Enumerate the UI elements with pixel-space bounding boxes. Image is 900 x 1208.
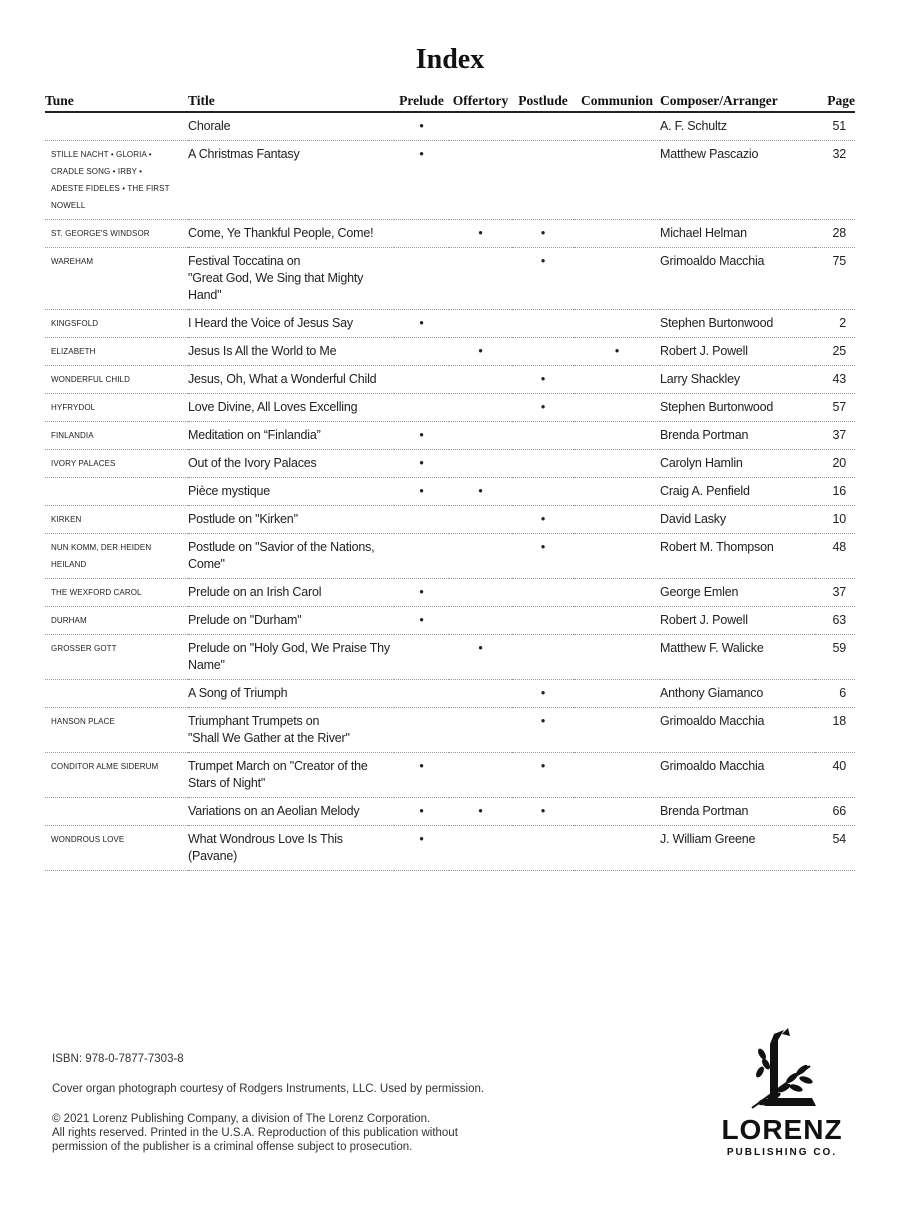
table-row bbox=[45, 826, 855, 871]
prelude-cell: • bbox=[394, 826, 449, 871]
title-line: Variations on an Aeolian Melody bbox=[188, 804, 360, 818]
tune-cell bbox=[45, 450, 188, 478]
prelude-cell: • bbox=[394, 478, 449, 506]
title-cell bbox=[188, 220, 394, 248]
composer-cell: Grimoaldo Macchia bbox=[660, 753, 815, 798]
offertory-cell: • bbox=[449, 798, 512, 826]
title-line: Come, Ye Thankful People, Come! bbox=[188, 226, 374, 240]
tune-name: DURHAM bbox=[51, 616, 87, 625]
table-row bbox=[45, 450, 855, 478]
postlude-cell bbox=[512, 826, 574, 871]
prelude-cell: • bbox=[394, 310, 449, 338]
composer-cell: Stephen Burtonwood bbox=[660, 394, 815, 422]
composer-cell: A. F. Schultz bbox=[660, 112, 815, 141]
offertory-cell: • bbox=[449, 338, 512, 366]
communion-cell bbox=[574, 680, 660, 708]
offertory-cell bbox=[449, 394, 512, 422]
page-cell: 37 bbox=[815, 579, 855, 607]
composer-cell: Larry Shackley bbox=[660, 366, 815, 394]
offertory-cell bbox=[449, 310, 512, 338]
table-row bbox=[45, 708, 855, 753]
index-header-row bbox=[45, 90, 855, 112]
page-cell: 59 bbox=[815, 635, 855, 680]
column-header-communion: Communion bbox=[574, 90, 660, 112]
page-cell: 37 bbox=[815, 422, 855, 450]
communion-cell bbox=[574, 635, 660, 680]
title-line: Postlude on "Savior of the Nations, Come" bbox=[188, 540, 375, 571]
title-line: Jesus, Oh, What a Wonderful Child bbox=[188, 372, 377, 386]
table-row bbox=[45, 422, 855, 450]
table-row bbox=[45, 366, 855, 394]
postlude-cell bbox=[512, 450, 574, 478]
title-line: Meditation on “Finlandia” bbox=[188, 428, 321, 442]
prelude-cell: • bbox=[394, 607, 449, 635]
postlude-cell bbox=[512, 338, 574, 366]
tune-name: FINLANDIA bbox=[51, 431, 94, 440]
title-cell bbox=[188, 635, 394, 680]
postlude-cell bbox=[512, 478, 574, 506]
table-row bbox=[45, 534, 855, 579]
table-row bbox=[45, 635, 855, 680]
prelude-cell: • bbox=[394, 450, 449, 478]
communion-cell bbox=[574, 478, 660, 506]
tune-cell bbox=[45, 478, 188, 506]
postlude-cell bbox=[512, 579, 574, 607]
title-cell bbox=[188, 338, 394, 366]
communion-cell bbox=[574, 248, 660, 310]
footer bbox=[52, 1052, 572, 1154]
title-cell bbox=[188, 708, 394, 753]
postlude-cell bbox=[512, 607, 574, 635]
tune-name: STILLE NACHT • GLORIA • bbox=[51, 150, 152, 159]
composer-cell: Robert M. Thompson bbox=[660, 534, 815, 579]
title-line: Trumpet March on "Creator of the Stars of Night" bbox=[188, 759, 368, 790]
logo-subtitle: PUBLISHING CO. bbox=[726, 1147, 838, 1158]
tune-name: ST. GEORGE'S WINDSOR bbox=[51, 229, 150, 238]
offertory-cell bbox=[449, 534, 512, 579]
page-cell: 18 bbox=[815, 708, 855, 753]
column-header-composer: Composer/Arranger bbox=[660, 90, 815, 112]
page-title: Index bbox=[415, 44, 485, 75]
tune-name: WONDROUS LOVE bbox=[51, 835, 125, 844]
title-line: What Wondrous Love Is This (Pavane) bbox=[188, 832, 343, 863]
prelude-cell bbox=[394, 534, 449, 579]
tune-cell bbox=[45, 798, 188, 826]
table-row bbox=[45, 310, 855, 338]
table-row bbox=[45, 798, 855, 826]
composer-cell: Anthony Giamanco bbox=[660, 680, 815, 708]
title-line: Prelude on an Irish Carol bbox=[188, 585, 322, 599]
prelude-cell bbox=[394, 248, 449, 310]
offertory-cell bbox=[449, 753, 512, 798]
tune-cell bbox=[45, 753, 188, 798]
prelude-cell bbox=[394, 708, 449, 753]
page-cell: 66 bbox=[815, 798, 855, 826]
offertory-cell bbox=[449, 422, 512, 450]
title-line: Love Divine, All Loves Excelling bbox=[188, 400, 358, 414]
tune-cell bbox=[45, 534, 188, 579]
title-cell bbox=[188, 798, 394, 826]
offertory-cell bbox=[449, 680, 512, 708]
tune-name: KIRKEN bbox=[51, 515, 82, 524]
offertory-cell: • bbox=[449, 478, 512, 506]
title-cell bbox=[188, 607, 394, 635]
offertory-cell: • bbox=[449, 635, 512, 680]
title-cell bbox=[188, 394, 394, 422]
logo-wordmark: LORENZ bbox=[721, 1114, 843, 1145]
table-row bbox=[45, 753, 855, 798]
postlude-cell bbox=[512, 422, 574, 450]
tune-name: ELIZABETH bbox=[51, 347, 96, 356]
page-cell: 25 bbox=[815, 338, 855, 366]
prelude-cell bbox=[394, 506, 449, 534]
tune-name: HYFRYDOL bbox=[51, 403, 96, 412]
title-line: Prelude on "Durham" bbox=[188, 613, 302, 627]
tune-cell bbox=[45, 635, 188, 680]
communion-cell bbox=[574, 422, 660, 450]
title-cell bbox=[188, 826, 394, 871]
page-cell: 48 bbox=[815, 534, 855, 579]
table-row bbox=[45, 141, 855, 220]
communion-cell bbox=[574, 310, 660, 338]
composer-cell: Craig A. Penfield bbox=[660, 478, 815, 506]
title-cell bbox=[188, 112, 394, 141]
title-line: Postlude on "Kirken" bbox=[188, 512, 298, 526]
copyright-line: © 2021 Lorenz Publishing Company, a division of The Lorenz Corporation. bbox=[52, 1113, 431, 1125]
title-cell bbox=[188, 506, 394, 534]
offertory-cell bbox=[449, 506, 512, 534]
postlude-cell: • bbox=[512, 366, 574, 394]
table-row bbox=[45, 338, 855, 366]
column-header-page: Page bbox=[815, 90, 855, 112]
composer-cell: Matthew Pascazio bbox=[660, 141, 815, 220]
tune-name: CONDITOR ALME SIDERUM bbox=[51, 762, 159, 771]
offertory-cell bbox=[449, 708, 512, 753]
postlude-cell: • bbox=[512, 798, 574, 826]
tune-cell bbox=[45, 422, 188, 450]
isbn-text: ISBN: 978-0-7877-7303-8 bbox=[52, 1053, 184, 1065]
table-row bbox=[45, 112, 855, 141]
tune-name: ADESTE FIDELES • THE FIRST NOWELL bbox=[51, 184, 170, 210]
page-cell: 10 bbox=[815, 506, 855, 534]
column-header-postlude: Postlude bbox=[512, 90, 574, 112]
title-cell bbox=[188, 366, 394, 394]
page-cell: 20 bbox=[815, 450, 855, 478]
column-header-offertory: Offertory bbox=[449, 90, 512, 112]
page-cell: 75 bbox=[815, 248, 855, 310]
tune-name: WONDERFUL CHILD bbox=[51, 375, 130, 384]
communion-cell bbox=[574, 826, 660, 871]
composer-cell: Michael Helman bbox=[660, 220, 815, 248]
communion-cell bbox=[574, 450, 660, 478]
title-line: Pièce mystique bbox=[188, 484, 270, 498]
prelude-cell bbox=[394, 220, 449, 248]
prelude-cell bbox=[394, 680, 449, 708]
communion-cell bbox=[574, 220, 660, 248]
communion-cell bbox=[574, 534, 660, 579]
composer-cell: Robert J. Powell bbox=[660, 607, 815, 635]
postlude-cell: • bbox=[512, 708, 574, 753]
tune-cell bbox=[45, 366, 188, 394]
index-table bbox=[45, 90, 855, 871]
tune-cell bbox=[45, 607, 188, 635]
composer-cell: Brenda Portman bbox=[660, 798, 815, 826]
title-cell bbox=[188, 422, 394, 450]
tune-name: HANSON PLACE bbox=[51, 717, 115, 726]
column-header-title: Title bbox=[188, 90, 394, 112]
page-cell: 43 bbox=[815, 366, 855, 394]
postlude-cell bbox=[512, 141, 574, 220]
offertory-cell bbox=[449, 450, 512, 478]
communion-cell bbox=[574, 607, 660, 635]
lorenz-logo bbox=[712, 1026, 852, 1166]
page-cell: 2 bbox=[815, 310, 855, 338]
prelude-cell bbox=[394, 338, 449, 366]
tune-name: KINGSFOLD bbox=[51, 319, 99, 328]
page-cell: 51 bbox=[815, 112, 855, 141]
title-cell bbox=[188, 680, 394, 708]
page-cell: 16 bbox=[815, 478, 855, 506]
page-cell: 40 bbox=[815, 753, 855, 798]
tune-cell bbox=[45, 112, 188, 141]
composer-cell: Stephen Burtonwood bbox=[660, 310, 815, 338]
title-line: Festival Toccatina on bbox=[188, 254, 301, 268]
postlude-cell: • bbox=[512, 680, 574, 708]
table-row bbox=[45, 579, 855, 607]
postlude-cell: • bbox=[512, 248, 574, 310]
tune-cell bbox=[45, 220, 188, 248]
tune-cell bbox=[45, 248, 188, 310]
title-line: A Song of Triumph bbox=[188, 686, 288, 700]
communion-cell bbox=[574, 579, 660, 607]
communion-cell bbox=[574, 798, 660, 826]
title-cell bbox=[188, 248, 394, 310]
prelude-cell: • bbox=[394, 753, 449, 798]
tune-cell bbox=[45, 338, 188, 366]
title-cell bbox=[188, 450, 394, 478]
title-line: I Heard the Voice of Jesus Say bbox=[188, 316, 353, 330]
offertory-cell bbox=[449, 826, 512, 871]
tune-cell bbox=[45, 506, 188, 534]
tune-cell bbox=[45, 141, 188, 220]
table-row bbox=[45, 680, 855, 708]
title-line: "Shall We Gather at the River" bbox=[188, 731, 350, 745]
prelude-cell bbox=[394, 366, 449, 394]
communion-cell bbox=[574, 141, 660, 220]
table-row bbox=[45, 607, 855, 635]
tune-name: IVORY PALACES bbox=[51, 459, 116, 468]
title-line: Chorale bbox=[188, 119, 231, 133]
tune-name: THE WEXFORD CAROL bbox=[51, 588, 142, 597]
communion-cell bbox=[574, 708, 660, 753]
offertory-cell bbox=[449, 112, 512, 141]
composer-cell: Carolyn Hamlin bbox=[660, 450, 815, 478]
copyright-line: All rights reserved. Printed in the U.S.A. Reproduction of this publication without bbox=[52, 1127, 458, 1139]
offertory-cell bbox=[449, 141, 512, 220]
title-cell bbox=[188, 579, 394, 607]
composer-cell: Grimoaldo Macchia bbox=[660, 248, 815, 310]
tune-cell bbox=[45, 394, 188, 422]
communion-cell bbox=[574, 506, 660, 534]
title-line: Triumphant Trumpets on bbox=[188, 714, 320, 728]
tune-name: CRADLE SONG • IRBY • bbox=[51, 167, 143, 176]
offertory-cell bbox=[449, 579, 512, 607]
postlude-cell bbox=[512, 112, 574, 141]
tune-cell bbox=[45, 708, 188, 753]
composer-cell: Robert J. Powell bbox=[660, 338, 815, 366]
title-line: Out of the Ivory Palaces bbox=[188, 456, 317, 470]
title-line: A Christmas Fantasy bbox=[188, 147, 300, 161]
page-cell: 6 bbox=[815, 680, 855, 708]
prelude-cell: • bbox=[394, 112, 449, 141]
title-line: Jesus Is All the World to Me bbox=[188, 344, 337, 358]
page-cell: 28 bbox=[815, 220, 855, 248]
table-row bbox=[45, 248, 855, 310]
composer-cell: Matthew F. Walicke bbox=[660, 635, 815, 680]
title-line: "Great God, We Sing that Mighty Hand" bbox=[188, 271, 364, 302]
copyright-line: permission of the publisher is a criminal offense subject to prosecution. bbox=[52, 1141, 413, 1153]
prelude-cell: • bbox=[394, 579, 449, 607]
table-row bbox=[45, 220, 855, 248]
tune-name: WAREHAM bbox=[51, 257, 94, 266]
postlude-cell: • bbox=[512, 534, 574, 579]
photo-credit-text: Cover organ photograph courtesy of Rodgers Instruments, LLC. Used by permission. bbox=[52, 1083, 485, 1095]
page-cell: 32 bbox=[815, 141, 855, 220]
column-header-prelude: Prelude bbox=[394, 90, 449, 112]
postlude-cell: • bbox=[512, 394, 574, 422]
communion-cell bbox=[574, 394, 660, 422]
composer-cell: J. William Greene bbox=[660, 826, 815, 871]
composer-cell: Brenda Portman bbox=[660, 422, 815, 450]
postlude-cell bbox=[512, 635, 574, 680]
offertory-cell bbox=[449, 248, 512, 310]
tune-cell bbox=[45, 310, 188, 338]
table-row bbox=[45, 394, 855, 422]
tune-name: NUN KOMM, DER HEIDEN HEILAND bbox=[51, 543, 152, 569]
tune-cell bbox=[45, 826, 188, 871]
offertory-cell: • bbox=[449, 220, 512, 248]
title-cell bbox=[188, 478, 394, 506]
prelude-cell: • bbox=[394, 141, 449, 220]
postlude-cell: • bbox=[512, 753, 574, 798]
prelude-cell bbox=[394, 394, 449, 422]
table-row bbox=[45, 478, 855, 506]
column-header-tune: Tune bbox=[45, 90, 188, 112]
prelude-cell: • bbox=[394, 798, 449, 826]
title-cell bbox=[188, 310, 394, 338]
index-table-body bbox=[45, 112, 855, 871]
communion-cell bbox=[574, 753, 660, 798]
composer-cell: Grimoaldo Macchia bbox=[660, 708, 815, 753]
page-cell: 54 bbox=[815, 826, 855, 871]
tune-cell bbox=[45, 680, 188, 708]
offertory-cell bbox=[449, 607, 512, 635]
title-cell bbox=[188, 534, 394, 579]
table-row bbox=[45, 506, 855, 534]
postlude-cell: • bbox=[512, 220, 574, 248]
communion-cell: • bbox=[574, 338, 660, 366]
offertory-cell bbox=[449, 366, 512, 394]
postlude-cell: • bbox=[512, 506, 574, 534]
title-cell bbox=[188, 141, 394, 220]
page-cell: 63 bbox=[815, 607, 855, 635]
postlude-cell bbox=[512, 310, 574, 338]
title-cell bbox=[188, 753, 394, 798]
communion-cell bbox=[574, 112, 660, 141]
composer-cell: David Lasky bbox=[660, 506, 815, 534]
communion-cell bbox=[574, 366, 660, 394]
tune-cell bbox=[45, 579, 188, 607]
laurel-L-logo-icon bbox=[712, 1026, 852, 1116]
composer-cell: George Emlen bbox=[660, 579, 815, 607]
tune-name: GROSSER GOTT bbox=[51, 644, 117, 653]
page-cell: 57 bbox=[815, 394, 855, 422]
title-line: Prelude on "Holy God, We Praise Thy Name" bbox=[188, 641, 390, 672]
prelude-cell bbox=[394, 635, 449, 680]
prelude-cell: • bbox=[394, 422, 449, 450]
